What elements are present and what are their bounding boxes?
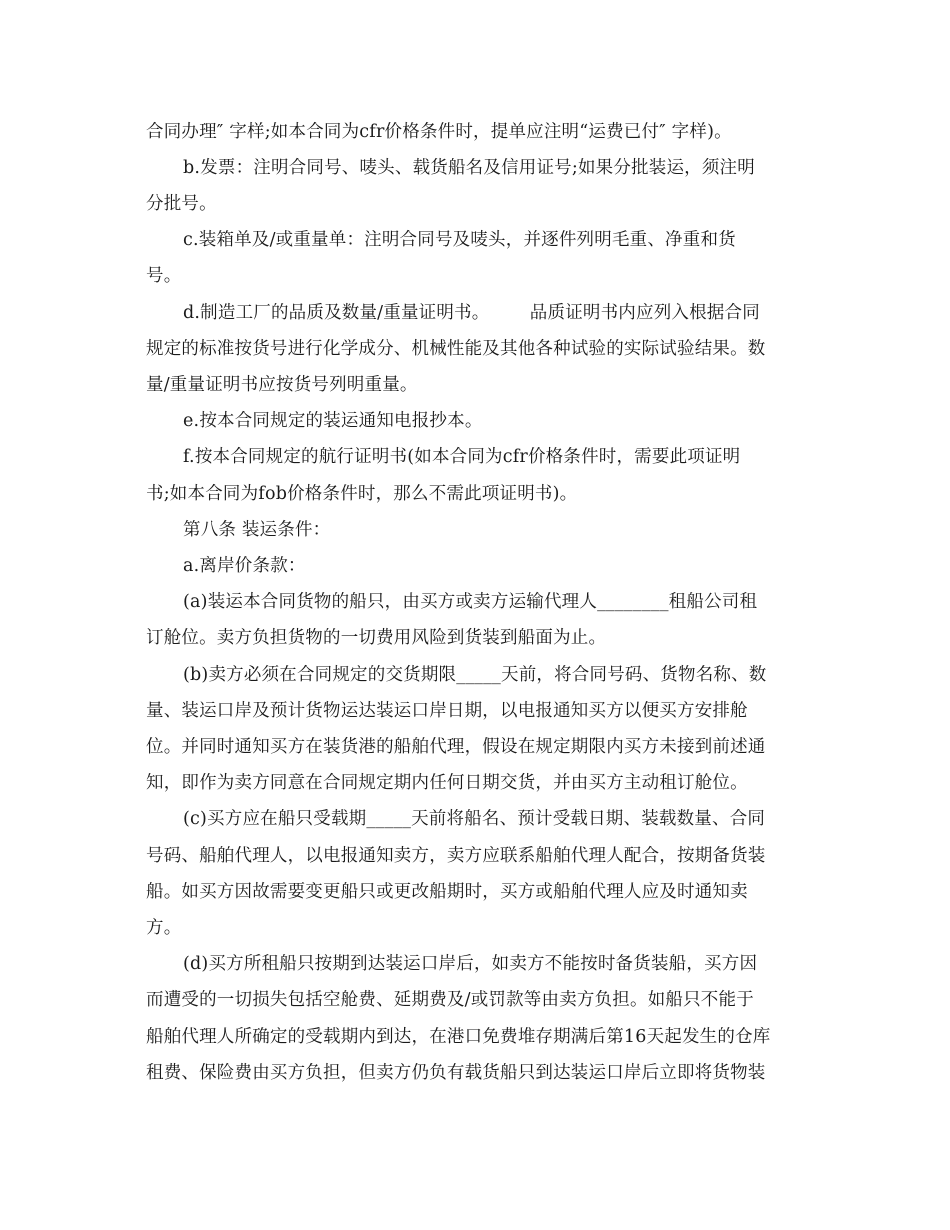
text-line: 号码、船舶代理人，以电报通知卖方，卖方应联系船舶代理人配合，按期备货装 (146, 846, 766, 866)
text-line: 租费、保险费由买方负担，但卖方仍负有载货船只到达装运口岸后立即将货物装 (146, 1063, 766, 1083)
text-line: (a)装运本合同货物的船只，由买方或卖方运输代理人________租船公司租 (183, 592, 758, 612)
text-line: 船舶代理人所确定的受载期内到达，在港口免费堆存期满后第16天起发生的仓库 (146, 1027, 771, 1047)
text-line: c.装箱单及/或重量单：注明合同号及唛头，并逐件列明毛重、净重和货 (183, 230, 736, 250)
text-line: (b)卖方必须在合同规定的交货期限_____天前，将合同号码、货物名称、数 (183, 665, 767, 685)
text-line: e.按本合同规定的装运通知电报抄本。 (183, 411, 483, 431)
text-line: 第八条 装运条件： (183, 520, 331, 540)
text-line: d.制造工厂的品质及数量/重量证明书。 品质证明书内应列入根据合同 (183, 303, 760, 323)
text-line: 书;如本合同为fob价格条件时，那么不需此项证明书)。 (146, 484, 578, 504)
text-line: 知，即作为卖方同意在合同规定期内任何日期交货，并由买方主动租订舱位。 (146, 773, 748, 793)
text-line: 合同办理″ 字样;如本合同为cfr价格条件时，提单应注明“运费已付″ 字样)。 (146, 122, 732, 142)
text-line: (d)买方所租船只按期到达装运口岸后，如卖方不能按时备货装船，买方因 (183, 954, 758, 974)
text-line: 量、装运口岸及预计货物运达装运口岸日期，以电报通知买方以便买方安排舱 (146, 701, 748, 721)
text-line: 订舱位。卖方负担货物的一切费用风险到货装到船面为止。 (146, 628, 607, 648)
text-line: 方。 (146, 918, 182, 938)
text-line: 位。并同时通知买方在装货港的船舶代理，假设在规定期限内买方未接到前述通 (146, 737, 766, 757)
text-line: 船。如买方因故需要变更船只或更改船期时，买方或船舶代理人应及时通知卖 (146, 882, 748, 902)
text-line: 而遭受的一切损失包括空舱费、延期费及/或罚款等由卖方负担。如船只不能于 (146, 990, 754, 1010)
text-line: (c)买方应在船只受载期_____天前将船名、预计受载日期、装载数量、合同 (183, 809, 766, 829)
text-line: 量/重量证明书应按货号列明重量。 (146, 375, 418, 395)
text-line: 分批号。 (146, 194, 217, 214)
text-line: b.发票：注明合同号、唛头、载货船名及信用证号;如果分批装运，须注明 (183, 158, 755, 178)
text-line: a.离岸价条款： (183, 556, 306, 576)
text-line: 规定的标准按货号进行化学成分、机械性能及其他各种试验的实际试验结果。数 (146, 339, 766, 359)
text-line: f.按本合同规定的航行证明书(如本合同为cfr价格条件时，需要此项证明 (183, 447, 741, 467)
text-line: 号。 (146, 266, 182, 286)
